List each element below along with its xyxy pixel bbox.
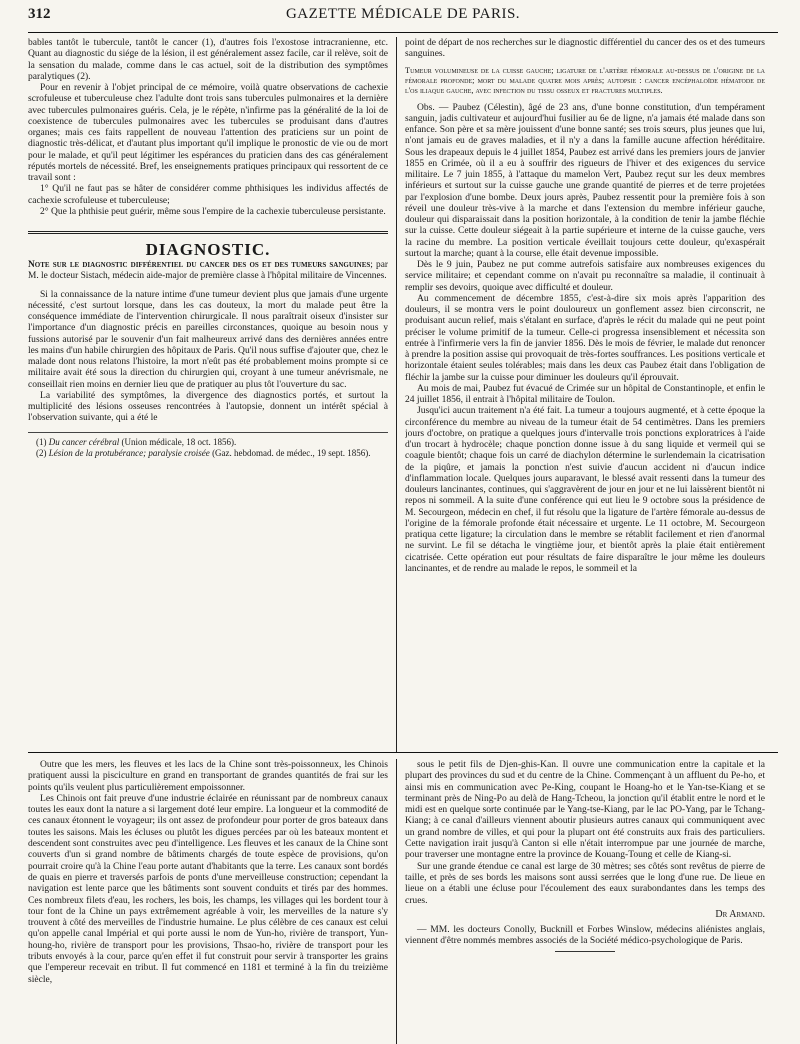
paragraph: bables tantôt le tubercule, tantôt le cancer (1), d'autres fois l'exostose intracranienne, etc. Quant au diagnostic du siége de la lésion, il est généralement assez facile, car il relève, soit de la sensation du malade, comme dans le cas actuel, soit de la distribution des symptômes paralytiques (2).	[28, 37, 388, 82]
footnote: (1) Du cancer cérébral (Union médicale, 18 oct. 1856).	[36, 436, 237, 447]
feuilleton-divider	[28, 752, 778, 753]
left-column	[28, 37, 388, 752]
footnote: (2) Lésion de la protubérance; paralysie croisée (Gaz. hebdomad. de médec., 19 sept. 1856).	[36, 447, 371, 458]
column-divider	[396, 37, 397, 752]
paragraph: Outre que les mers, les fleuves et les lacs de la Chine sont très-poissonneux, les Chinois pratiquent aussi la pisciculture en grand en transportant de grandes quantités de frai sur les points qu'ils veulent plus particulièrement empoissonner.	[28, 759, 388, 793]
article-heading	[28, 260, 388, 282]
notice: — MM. les docteurs Conolly, Bucknill et Forbes Winslow, médecins aliénistes anglais, viennent d'être nommés membres associés de la Société médico-psychologique de Paris.	[405, 924, 765, 947]
page-header	[28, 6, 778, 33]
paragraph: Les Chinois ont fait preuve d'une industrie éclairée en réunissant par de nombreux canaux toutes les eaux dont la nature a si largement doté leur empire. La longueur et la commodité de ces canaux étonnent le voyageur; ils ont assez de profondeur pour porter de gros bateaux dans toutes les saisons. Mais les écluses ou plutôt les digues percées par où les bateaux montent et descendent sont construites avec peu d'intelligence. Les fleuves et les canaux de la Chine sont couverts d'un si grand nombre de bâtiments chargés de toute espèce de provisions, qu'on pourrait croire qu'à la Chine l'eau porte autant d'habitants que la terre. Les canaux sont bordés de quais en pierre et traversés parfois de ponts d'une merveilleuse construction; cependant la navigation est lente parce que les bâtiments sont souvent conduits et tirés par des hommes. Ces nombreux filets d'eau, les rochers, les bois, les champs, les villages qui les bordent tour à tour font de la Chine un pays extrêmement agréable à voir, les merveilles de la nature s'y trouvent à côté des merveilles de l'industrie humaine. Le plus célèbre de ces canaux est celui qu'on appelle canal Impérial et qui porte aussi le nom de Yun-ho, rivière de transport, Yun-houng-ho, rivière de transport pour les provisions, Thsao-ho, rivière de transport pour les tributs envoyés à la cour, parce qu'en effet il fut construit pour servir à transporter les grains que l'empereur recevait en tribut. Il fut commencé en 1181 et terminé à la fin du treizième siècle,	[28, 792, 388, 985]
paragraph: Si la connaissance de la nature intime d'une tumeur devient plus que jamais d'une urgente nécessité, c'est surtout lorsque, dans les cas douteux, la mort du malade peut être la conséquence immédiate de l'intervention chirurgicale. Il nous paraîtrait oiseux d'insister sur l'importance d'un diagnostic précis en pareilles circonstances, quoique au besoin nous y fussions autorisé par le souvenir d'un fait malheureux arrivé dans des dernières années entre les mains d'un habile chirurgien des hôpitaux de Paris. Qu'il nous suffise d'ajouter que, chez le malade dont nous relatons l'histoire, la mort n'eût pas été probablement moins prompte si ce militaire avait été sous la direction du chirurgien qui, croyant à une tumeur anévrismale, ne conseillait rien moins en dernier lieu que de pratiquer au plus tôt l'ouverture du sac.	[28, 288, 388, 390]
paragraph: Sur une grande étendue ce canal est large de 30 mètres; ses côtés sont revêtus de pierre de taille, et près de ses bords les maisons sont aussi serrées que le long d'une rue. De lieue en lieue on a établi une écluse pour l'écoulement des eaux surabondantes dans les temps des crues.	[405, 860, 765, 906]
author-signature: Dr Armand.	[715, 908, 765, 920]
paragraph: 1° Qu'il ne faut pas se hâter de considérer comme phthisiques les individus affectés de cachexie scrofuleuse et tuberculeuse;	[28, 183, 388, 206]
bottom-columns	[28, 759, 778, 1044]
paragraph: Dès le 9 juin, Paubez ne put comme autrefois satisfaire aux nombreuses exigences du service militaire; et cependant comme on n'avait pu reconnaître sa maladie, il continuait à remplir ses devoirs, quoique avec difficulté et douleur.	[405, 259, 765, 293]
paragraph: La variabilité des symptômes, la divergence des diagnostics portés, et surtout la multiplicité des lésions osseuses rencontrées à l'autopsie, donnent un intérêt spécial à l'observation suivante, qui a été le	[28, 389, 388, 424]
paragraph: point de départ de nos recherches sur le diagnostic différentiel du cancer des os et des tumeurs sanguines.	[405, 37, 765, 60]
paragraph: Au commencement de décembre 1855, c'est-à-dire six mois après l'apparition des douleurs, il se montra vers le point douloureux un gonflement assez bien circonscrit, ne produisant aucun relief, mais s'étalant en surface, d'après le récit du malade qui ne peut point préciser le volume primitif de la tumeur. Celle-ci progressa insensiblement et nécessita son entrée à l'infirmerie vers la fin de janvier 1856. Dès le mois de février, le malade dut renoncer à prendre la position assise qui provoquait de très-fortes souffrances. Les positions verticale et horizontale étaient seules tolérables; mais dans les deux cas Paubez était dans l'obligation de fléchir la jambe sur la cuisse pour diminuer les douleurs qu'il éprouvait.	[405, 292, 765, 383]
journal-title: GAZETTE MÉDICALE DE PARIS.	[285, 6, 521, 22]
right-column	[405, 37, 765, 752]
section-divider	[28, 231, 388, 234]
section-title: DIAGNOSTIC.	[145, 240, 271, 259]
paragraph: Au mois de mai, Paubez fut évacué de Crimée sur un hôpital de Constantinople, et enfin le 24 juillet 1856, il entrait à l'hôpital militaire de Toulon.	[405, 382, 765, 405]
paragraph: 2° Que la phthisie peut guérir, même sous l'empire de la cachexie tuberculeuse persistante.	[40, 205, 386, 217]
article-byline: ; par M. le docteur Sistach, médecin aide-major de première classe à l'hôpital militaire de Vincennes.	[28, 260, 388, 282]
column-divider	[396, 759, 397, 1044]
paragraph: Jusqu'ici aucun traitement n'a été fait. La tumeur a toujours augmenté, et à cette époque la circonférence du membre au niveau de la tumeur était de 54 centimètres. Dans les premiers jours d'octobre, on pratique a quelques jours d'intervalle trois ponctions exploratrices à l'aide d'un trocart à hydrocèle; chaque ponction donne issue à du sang liquide et vermeil qui se coagule bientôt; chaque fois un carré de diachylon détermine le surlendemain la cicatrisation de la piqûre, et jamais la ponction n'est suivie d'aucun accident ni d'aucun indice d'inflammation locale. Quelques jours auparavant, le blessé avait ressenti dans la tumeur des douleurs lancinantes, continues, qui s'aggravèrent de jour en jour et ne lui laissèrent bientôt ni repos ni sommeil. A la suite d'une conférence qui eut lieu le 9 octobre sous la présidence de M. Secourgeon, médecin en chef, il fut résolu que la ligature de l'artère fémorale au-dessus de l'origine de la fémorale profonde était nécessaire et urgente. Le 11 octobre, M. Secourgeon pratiqua cette ligature; la circulation dans le membre se rétablit facilement et rien d'anormal ne survint. Le fil se détacha le vingtième jour, et bientôt après la plaie était entièrement cicatrisée. Cette opération eut pour résultats de faire disparaître le jour même les douleurs lancinantes, et de rendre au malade le repos, le sommeil et la	[405, 405, 765, 574]
paragraph: Obs. — Paubez (Célestin), âgé de 23 ans, d'une bonne constitution, d'un tempérament sanguin, jadis cultivateur et aujourd'hui fusilier au 6e de ligne, n'a jamais été malade dans son enfance. Son père et sa mère jouissent d'une bonne santé; ses trois sœurs, plus jeunes que lui, n'ont jamais eu de graves maladies, et il n'y a dans la famille aucune affection héréditaire. Sous les drapeaux depuis le 4 juillet 1854, Paubez est arrivé dans les premiers jours de janvier 1855 en Crimée, où il a eu à souffrir des rigueurs de l'hiver et des exigences du service militaire. Le 7 juin 1855, à l'attaque du mamelon Vert, Paubez reçut sur les deux membres inférieurs et surtout sur la cuisse gauche une grande quantité de pierres et de terre projetées par l'explosion d'une bombe. Deux jours après, Paubez ressentit pour la première fois à son réveil une douleur très-vive à la marche et dans l'extension du membre inférieur gauche, douleur qui disparaissait dans la position horizontale, à la condition de tenir la jambe fléchie sur la cuisse. Cette douleur siégeait à la partie supérieure et interne de la cuisse gauche, vers la racine du membre. La position verticale éveillait toujours cette douleur, qu'exaspérait surtout la marche; quant à la course, elle était devenue impossible.	[405, 101, 765, 259]
page-number: 312	[28, 6, 51, 22]
article-title: Note sur le diagnostic différentiel du cancer des os et des tumeurs sanguines	[28, 260, 371, 271]
bottom-left-column	[28, 759, 388, 1044]
paragraph: sous le petit fils de Djen-ghis-Kan. Il ouvre une communication entre la capitale et la plupart des provinces du sud et du centre de la Chine. Commençant à un affluent du Pe-ho, et ainsi mis en communication avec Pe-King, coupant le Hoang-ho et le Yan-tse-Kiang et se terminant près de Ning-Po au delà de Hang-Tcheou, la jonction qu'il établit entre le nord et le midi est en quelque sorte continuée par le Yang-tse-Kiang, par le lac PO-Yang, par le Tchang-Kiang; à ce canal d'ailleurs viennent aboutir plusieurs autres canaux qui communiquent avec un grand nombre de villes, et qui pour la plupart ont été construits aux frais des particuliers. Cette navigation irait jusqu'à Canton si elle n'était interrompue par une journée de marche, pour traverser une montagne entre la province de Kouang-Toung et celle de Kiang-si.	[405, 759, 765, 861]
paragraph: Pour en revenir à l'objet principal de ce mémoire, voilà quatre observations de cachexie scrofuleuse et tuberculeuse chez l'adulte dont trois sans tubercules pulmonaires et la dernière avec tubercules pulmonaires guéris. Cela, je le répète, n'infirme pas la généralité de la loi de coexistence de tubercules pulmonaires avec les tubercules se produisant dans d'autres organes; mais ces faits rappellent de nouveau l'attention des praticiens sur un point de diagnostic très-délicat, et d'autant plus important qu'il implique le pronostic de vie ou de mort pour le malade, et qu'il peut légitimer les espérances du praticien dans des cas généralement réputés mortels de nécessité. Bref, les enseignements pratiques principaux qui ressortent de ce travail sont :	[28, 82, 388, 183]
observation-heading: Tumeur volumineuse de la cuisse gauche; ligature de l'artère fémorale au-dessus de l'origine de la fémorale profonde; mort du malade quatre mois après; autopsie : cancer encéphaloïde hématode de l'os iliaque gauche, avec infection du tissu osseux et fractures multiples.	[405, 65, 765, 95]
bottom-right-column	[405, 759, 765, 1044]
top-columns	[28, 37, 778, 752]
end-rule	[555, 951, 615, 952]
footnotes	[28, 432, 388, 459]
